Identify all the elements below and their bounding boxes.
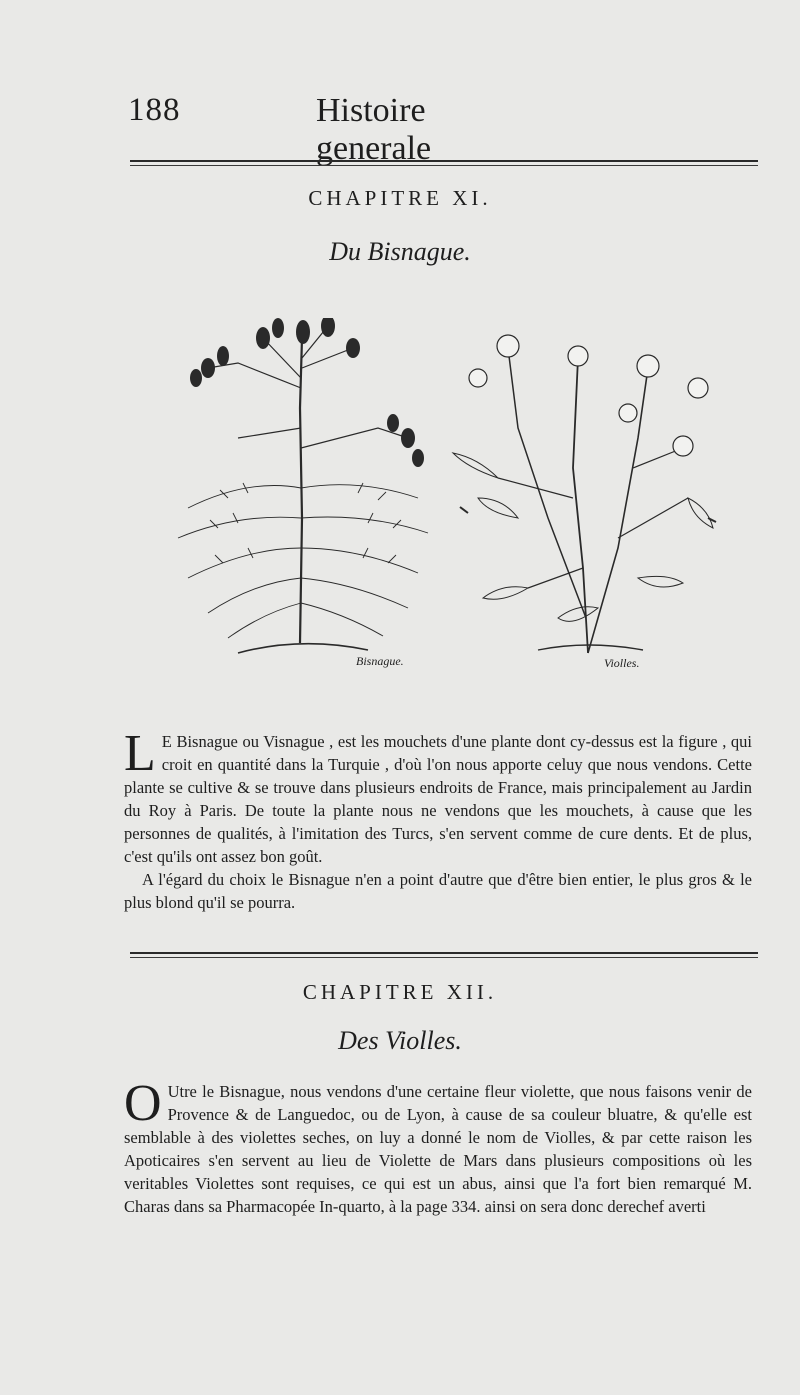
section-rule-thin <box>130 957 758 958</box>
page-number: 188 <box>128 92 181 128</box>
page-header <box>128 92 548 167</box>
chapter-xii-heading: CHAPITRE XII. <box>302 980 498 1004</box>
chapter-xii-paragraph-1-text: Utre le Bisnague, nous vendons d'une certaine fleur violette, que nous faisons venir de Provence & de Languedoc, ou de Lyon, à cause de sa couleur bluatre, & qu'elle est semblable à des violettes seches, on luy a donné le nom de Violles, & par cette raison les Apoticaires s'en servent au lieu de Violette de Mars dans plusieurs compositions où les veritables Violettes sont requises, ce qui est un abus, ainsi que l'a fort bien remarqué M. Charas dans sa Pharmacopée In-quarto, à la page 334. ainsi on sera donc derechef averti <box>124 1082 752 1216</box>
header-rule-thin <box>130 165 758 166</box>
chapter-xi-paragraph-1-text: E Bisnague ou Visnague , est les mouchets d'une plante dont cy-dessus est la figure , qui croit en quantité dans la Turquie , d'où l'on nous apporte celuy que nous vendons. Cette plante se cultive & se trouve dans plusieurs endroits de France, mais principalement au Jardin du Roy à Paris. De toute la plante nous ne vendons que les mouchets, à cause que les personnes de qualités, à l'imitation des Turcs, s'en servent comme de cure dents. Et de plus, c'est qu'ils ont assez bon goût. <box>124 732 752 866</box>
running-title: Histoire generale <box>316 92 432 167</box>
caption-bisnague: Bisnague. <box>356 654 404 668</box>
chapter-xi-paragraph-1 <box>124 725 752 868</box>
plant-engravings <box>168 318 728 678</box>
section-rule <box>130 952 758 954</box>
chapter-xi-subtitle: Du Bisnague. <box>329 237 471 266</box>
chapter-xi-paragraph-2: A l'égard du choix le Bisnague n'en a point d'autre que d'être bien entier, le plus gros & le plus blond qu'il se pourra. <box>124 870 752 912</box>
botanical-plate <box>168 318 728 678</box>
header-rule <box>130 160 758 162</box>
caption-violles: Violles. <box>604 656 640 670</box>
violles-illustration <box>453 335 716 653</box>
chapter-xii-subtitle: Des Violles. <box>338 1026 462 1055</box>
dropcap-o: O <box>124 1075 162 1132</box>
chapter-xii-paragraph-1 <box>124 1075 752 1218</box>
dropcap-l: L <box>124 725 156 782</box>
bisnague-illustration <box>178 318 428 653</box>
chapter-xii-body <box>124 1075 752 1218</box>
chapter-xi-body <box>124 725 752 914</box>
chapter-xi-heading: CHAPITRE XI. <box>308 186 492 210</box>
